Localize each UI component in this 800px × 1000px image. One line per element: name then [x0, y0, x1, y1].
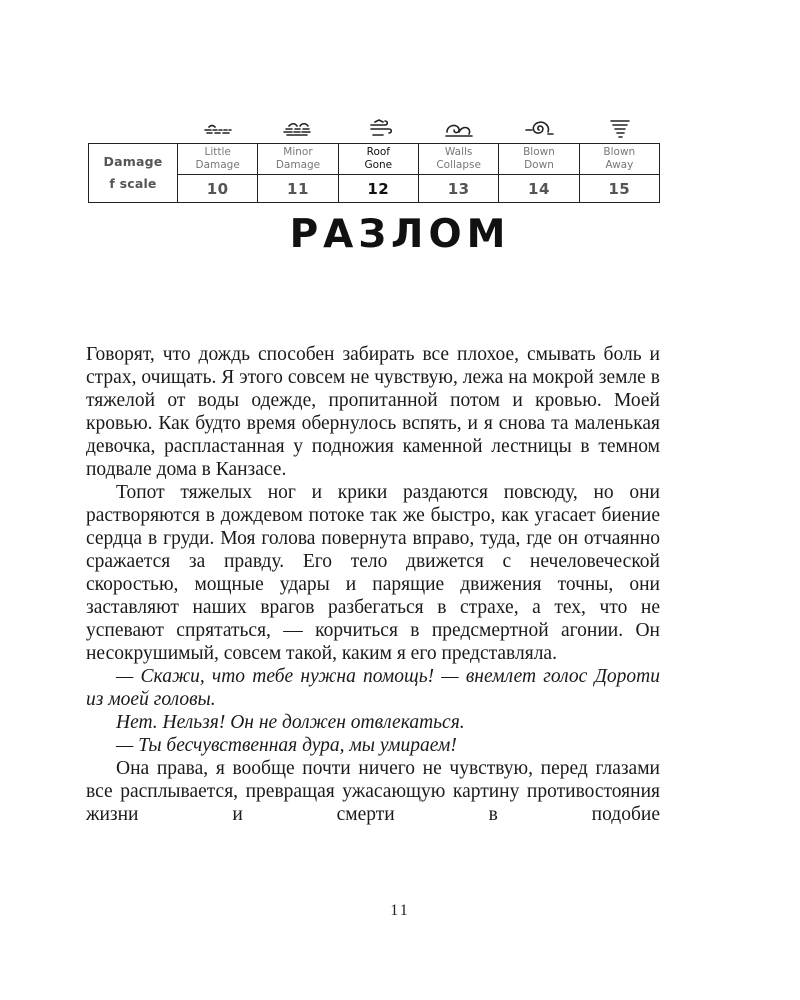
level-label-14: Blown Down — [499, 144, 579, 175]
spiral-icon — [499, 116, 579, 142]
row-label-line2: f scale — [109, 175, 157, 191]
level-label-12: Roof Gone — [338, 144, 418, 175]
roof-wind-icon — [339, 116, 419, 142]
dialogue-line: — Ты бесчувственная дура, мы умираем! — [116, 735, 457, 756]
paragraph: Топот тяжелых ног и крики раздаются повсюду, но они растворяются в дождевом потоке так же быстро, как угасает биение сердца в груди. Моя голова повернута вправо, туда, где он отчаянно сражается за правду. Его тело движется с нечеловеческой скоростью, мощные удары и парящие движения точны, они заставляют наших врагов разбегаться в страхе, а тех, что не успевают спрятаться, — корчиться в предсмертной агонии. Он несокрушимый, совсем такой, каким я его представляла. — [86, 482, 660, 664]
wind-light-icon — [178, 116, 258, 142]
swirl-icon — [419, 116, 499, 142]
level-number-12: 12 — [338, 175, 418, 203]
level-label-11: Minor Damage — [258, 144, 338, 175]
body-text — [86, 343, 660, 826]
level-number-10: 10 — [178, 175, 258, 203]
row-label-line1: Damage — [103, 154, 163, 169]
damage-scale-icons — [178, 116, 660, 142]
tornado-icon — [580, 116, 660, 142]
dialogue-line: Нет. Нельзя! Он не должен отвлекаться. — [116, 712, 465, 733]
level-label-13: Walls Collapse — [418, 144, 498, 175]
page-number: 11 — [390, 902, 410, 919]
dialogue-line: — Скажи, что тебе нужна помощь! — внемлет голос Дороти из моей головы. — [86, 666, 660, 710]
paragraph: Говорят, что дождь способен забирать все плохое, смывать боль и страх, очищать. Я этого совсем не чувствую, лежа на мокрой земле в тяжелой от воды одежде, пропитанной потом и кровью. Моей кровью. Как будто время обернулось вспять, и я снова та маленькая девочка, распластанная у подножия каменной лестницы в темном подвале дома в Канзасе. — [86, 344, 660, 480]
damage-scale-row-label — [89, 144, 178, 203]
level-number-15: 15 — [579, 175, 659, 203]
paragraph: Она права, я вообще почти ничего не чувствую, перед глазами все расплывается, превращая ужасающую картину противостояния жизни и смерти в подобие — [86, 758, 660, 825]
damage-scale-table — [88, 143, 660, 203]
level-label-10: Little Damage — [178, 144, 258, 175]
level-number-14: 14 — [499, 175, 579, 203]
wind-gust-icon — [258, 116, 338, 142]
level-label-15: Blown Away — [579, 144, 659, 175]
chapter-title: РАЗЛОМ — [289, 212, 511, 257]
level-number-11: 11 — [258, 175, 338, 203]
level-number-13: 13 — [418, 175, 498, 203]
